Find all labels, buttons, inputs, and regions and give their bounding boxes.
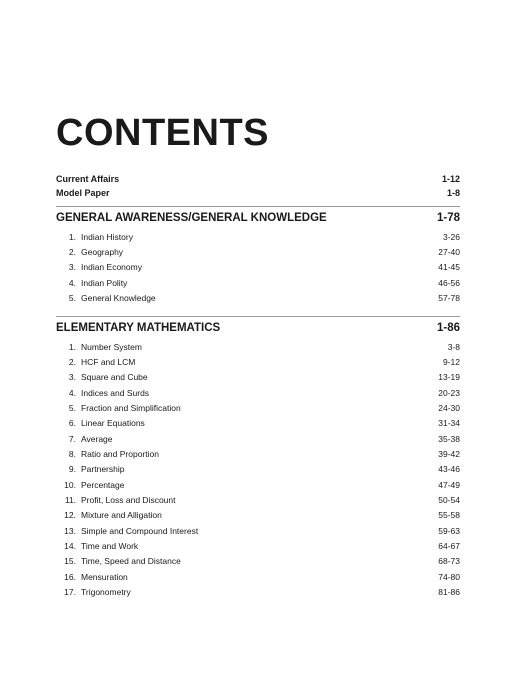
entry-number: 17. <box>64 587 76 598</box>
entry-number: 10. <box>64 479 76 490</box>
entry-title: Geography <box>81 247 124 258</box>
entry-title: Ratio and Proportion <box>81 449 159 460</box>
entry-title: Time and Work <box>81 541 139 552</box>
entry-number: 12. <box>64 510 76 521</box>
entry-pages: 43-46 <box>438 464 460 475</box>
entry-pages: 35-38 <box>438 433 460 444</box>
entry-label-group <box>56 262 142 272</box>
entry-pages: 81-86 <box>438 587 460 598</box>
entry-label-group <box>56 357 135 367</box>
entry-pages: 39-42 <box>438 449 460 460</box>
toc-entry[interactable] <box>56 523 460 538</box>
entry-label-group <box>56 293 156 303</box>
entry-number: 5. <box>68 403 76 414</box>
entry-label-group <box>56 278 127 288</box>
entry-pages: 3-8 <box>447 341 460 352</box>
entry-number: 4. <box>68 387 76 398</box>
section-title: ELEMENTARY MATHEMATICS <box>56 321 221 334</box>
entry-pages: 47-49 <box>438 479 460 490</box>
entry-number: 6. <box>68 418 76 429</box>
entry-pages: 27-40 <box>438 247 460 258</box>
entry-title: Partnership <box>81 464 125 475</box>
toc-entry[interactable] <box>56 290 460 305</box>
toc-entry[interactable] <box>56 354 460 369</box>
entry-number: 2. <box>68 247 76 258</box>
entry-title: Simple and Compound Interest <box>81 525 199 536</box>
entry-pages: 20-23 <box>438 387 460 398</box>
entry-number: 5. <box>68 293 76 304</box>
section-pages: 1-78 <box>436 211 460 224</box>
toc-entry-model-paper[interactable] <box>56 186 460 200</box>
entry-number: 11. <box>64 495 76 506</box>
entry-title: Average <box>81 433 113 444</box>
toc-entry[interactable] <box>56 554 460 569</box>
section-title: GENERAL AWARENESS/GENERAL KNOWLEDGE <box>56 211 327 224</box>
entry-pages: 13-19 <box>438 372 460 383</box>
section-items <box>56 339 460 600</box>
entry-number: 8. <box>68 449 76 460</box>
toc-entry[interactable] <box>56 492 460 507</box>
entry-pages: 59-63 <box>438 525 460 536</box>
entry-title: Mensuration <box>81 571 128 582</box>
entry-title: Linear Equations <box>81 418 145 429</box>
toc-entry[interactable] <box>56 385 460 400</box>
entry-pages: 55-58 <box>438 510 460 521</box>
entry-title: Model Paper <box>56 188 110 198</box>
entry-label-group <box>56 541 138 551</box>
toc-entry[interactable] <box>56 477 460 492</box>
section-header[interactable] <box>56 208 460 227</box>
toc-entry[interactable] <box>56 260 460 275</box>
entry-number: 16. <box>64 571 76 582</box>
entry-number: 9. <box>68 464 76 475</box>
entry-pages: 24-30 <box>438 403 460 414</box>
toc-entry[interactable] <box>56 462 460 477</box>
entry-number: 1. <box>68 341 76 352</box>
entry-pages: 68-73 <box>438 556 460 567</box>
page-title: CONTENTS <box>56 112 269 154</box>
entry-number: 1. <box>68 231 76 242</box>
section-divider <box>56 206 460 207</box>
entry-label-group <box>56 247 123 257</box>
section-pages: 1-86 <box>436 321 460 334</box>
entry-label-group <box>56 480 124 490</box>
entry-title: Mixture and Alligation <box>81 510 162 521</box>
toc-entry[interactable] <box>56 370 460 385</box>
entry-label-group <box>56 372 148 382</box>
toc-entry[interactable] <box>56 446 460 461</box>
toc-entry[interactable] <box>56 400 460 415</box>
entry-title: Fraction and Simplification <box>81 403 181 414</box>
entry-pages: 64-67 <box>438 541 460 552</box>
section-items <box>56 229 460 306</box>
entry-number: 3. <box>68 262 76 273</box>
entry-title: Indian Polity <box>81 277 128 288</box>
entry-title: Indian History <box>81 231 133 242</box>
entry-label-group <box>56 464 124 474</box>
toc-entry[interactable] <box>56 416 460 431</box>
entry-label-group <box>56 495 176 505</box>
toc-entry[interactable] <box>56 339 460 354</box>
entry-number: 4. <box>68 277 76 288</box>
entry-label-group <box>56 526 198 536</box>
entry-pages: 3-26 <box>442 231 460 242</box>
entry-label-group <box>56 510 162 520</box>
toc-entry[interactable] <box>56 569 460 584</box>
entry-title: Square and Cube <box>81 372 148 383</box>
entry-pages: 74-80 <box>438 571 460 582</box>
entry-number: 2. <box>68 357 76 368</box>
entry-label-group <box>56 449 159 459</box>
entry-title: General Knowledge <box>81 293 156 304</box>
toc-entry[interactable] <box>56 275 460 290</box>
entry-pages: 50-54 <box>438 495 460 506</box>
entry-number: 15. <box>64 556 76 567</box>
entry-pages: 57-78 <box>438 293 460 304</box>
toc-entry-current-affairs[interactable] <box>56 172 460 186</box>
entry-title: Percentage <box>81 479 125 490</box>
toc-entry[interactable] <box>56 229 460 244</box>
entry-label-group <box>56 587 131 597</box>
entry-number: 14. <box>64 541 76 552</box>
entry-title: Trigonometry <box>81 587 131 598</box>
section-header[interactable] <box>56 318 460 337</box>
entry-label-group <box>56 232 133 242</box>
entry-label-group <box>56 403 181 413</box>
section-elementary-mathematics <box>56 316 460 600</box>
entry-pages: 41-45 <box>438 262 460 273</box>
entry-number: 7. <box>68 433 76 444</box>
entry-pages: 31-34 <box>438 418 460 429</box>
toc-entry[interactable] <box>56 244 460 259</box>
entry-pages: 1-12 <box>441 174 460 184</box>
entry-pages: 9-12 <box>442 357 460 368</box>
section-general-awareness <box>56 206 460 306</box>
entry-title: Indian Economy <box>81 262 142 273</box>
entry-title: Number System <box>81 341 142 352</box>
entry-number: 3. <box>68 372 76 383</box>
entry-title: Current Affairs <box>56 174 120 184</box>
entry-label-group <box>56 434 113 444</box>
toc-entry[interactable] <box>56 508 460 523</box>
entry-pages: 1-8 <box>446 188 460 198</box>
entry-pages: 46-56 <box>438 277 460 288</box>
section-divider <box>56 316 460 317</box>
entry-title: Time, Speed and Distance <box>81 556 181 567</box>
entry-title: Profit, Loss and Discount <box>81 495 176 506</box>
entry-number: 13. <box>64 525 76 536</box>
entry-label-group <box>56 418 145 428</box>
preliminaries-list <box>56 172 460 200</box>
toc-entry[interactable] <box>56 538 460 553</box>
entry-title: HCF and LCM <box>81 357 136 368</box>
entry-label-group <box>56 388 149 398</box>
entry-label-group <box>56 342 142 352</box>
entry-title: Indices and Surds <box>81 387 150 398</box>
entry-label-group <box>56 572 128 582</box>
toc-entry[interactable] <box>56 431 460 446</box>
entry-label-group <box>56 556 181 566</box>
toc-entry[interactable] <box>56 585 460 600</box>
